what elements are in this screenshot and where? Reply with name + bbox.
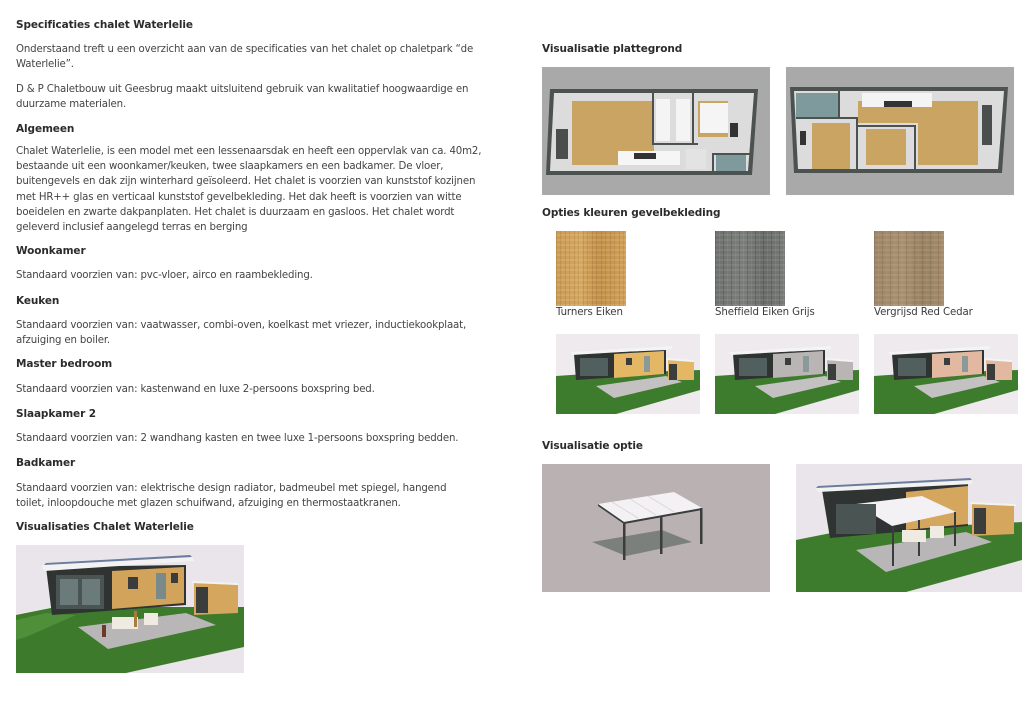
floorplan-image-1	[542, 67, 770, 195]
section-heading-woonkamer: Woonkamer	[16, 245, 86, 257]
section-heading-algemeen: Algemeen	[16, 123, 75, 135]
visualisations-heading: Visualisaties Chalet Waterlelie	[16, 521, 194, 533]
color-options-heading: Opties kleuren gevelbekleding	[542, 207, 721, 219]
section-text-woonkamer: Standaard voorzien van: pvc-vloer, airco en raambekleding.	[16, 270, 313, 281]
intro-paragraph-1: Onderstaand treft u een overzicht aan van de specificaties van het chalet op chaletpark “de Waterlelie”.	[16, 44, 474, 71]
section-heading-badkamer: Badkamer	[16, 457, 76, 469]
section-heading-slaapkamer-2: Slaapkamer 2	[16, 408, 96, 420]
intro-paragraph-2: D & P Chaletbouw uit Geesbrug maakt uitsluitend gebruik van kwalitatief hoogwaardige en duurzame materialen.	[16, 84, 469, 111]
swatch-vergrijsd-red-cedar	[874, 231, 944, 306]
swatch-sheffield-eiken-grijs	[715, 231, 785, 306]
facade-render-sheffield-eiken-grijs	[715, 334, 859, 414]
section-text-master-bedroom: Standaard voorzien van: kastenwand en luxe 2-persoons boxspring bed.	[16, 384, 375, 395]
section-text-algemeen: Chalet Waterlelie, is een model met een lessenaarsdak en heeft een oppervlak van ca. 40m2, bestaande uit een woonkamer/keuken, twee slaapkamers en een badkamer. De vloer, buitengevels en dak zijn winterhard geïsoleerd. Het chalet is voorzien van kunststof kozijnen met HR++ glas en verticaal kunststof gevelbekleding. Het dak heeft is voorzien van witte boeidelen en zwarte dakpanplaten. Het chalet is duurzaam en gasloos. Het chalet wordt geleverd inclusief aangelegd terras en berging	[16, 146, 482, 234]
swatch-label-turners-eiken: Turners Eiken	[556, 307, 623, 318]
chalet-with-veranda-render-image	[796, 464, 1022, 592]
section-text-badkamer: Standaard voorzien van: elektrische design radiator, badmeubel met spiegel, hangend toilet, inloopdouche met glazen schuifwand, afzuiging en thermostaatkranen.	[16, 483, 447, 510]
section-text-keuken: Standaard voorzien van: vaatwasser, combi-oven, koelkast met vriezer, inductiekookplaat, afzuiging en boiler.	[16, 320, 467, 347]
veranda-render-image	[542, 464, 770, 592]
swatch-label-sheffield-eiken-grijs: Sheffield Eiken Grijs	[715, 307, 815, 318]
section-heading-master-bedroom: Master bedroom	[16, 358, 113, 370]
chalet-render-image	[16, 545, 244, 673]
document-title: Specificaties chalet Waterlelie	[16, 19, 193, 31]
facade-render-turners-eiken	[556, 334, 700, 414]
floorplan-image-2	[786, 67, 1014, 195]
option-heading: Visualisatie optie	[542, 440, 643, 452]
facade-render-vergrijsd-red-cedar	[874, 334, 1018, 414]
section-text-slaapkamer-2: Standaard voorzien van: 2 wandhang kasten en twee luxe 1-persoons boxspring bedden.	[16, 433, 459, 444]
section-heading-keuken: Keuken	[16, 295, 60, 307]
swatch-turners-eiken	[556, 231, 626, 306]
swatch-label-vergrijsd-red-cedar: Vergrijsd Red Cedar	[874, 307, 973, 318]
floorplan-heading: Visualisatie plattegrond	[542, 43, 683, 55]
